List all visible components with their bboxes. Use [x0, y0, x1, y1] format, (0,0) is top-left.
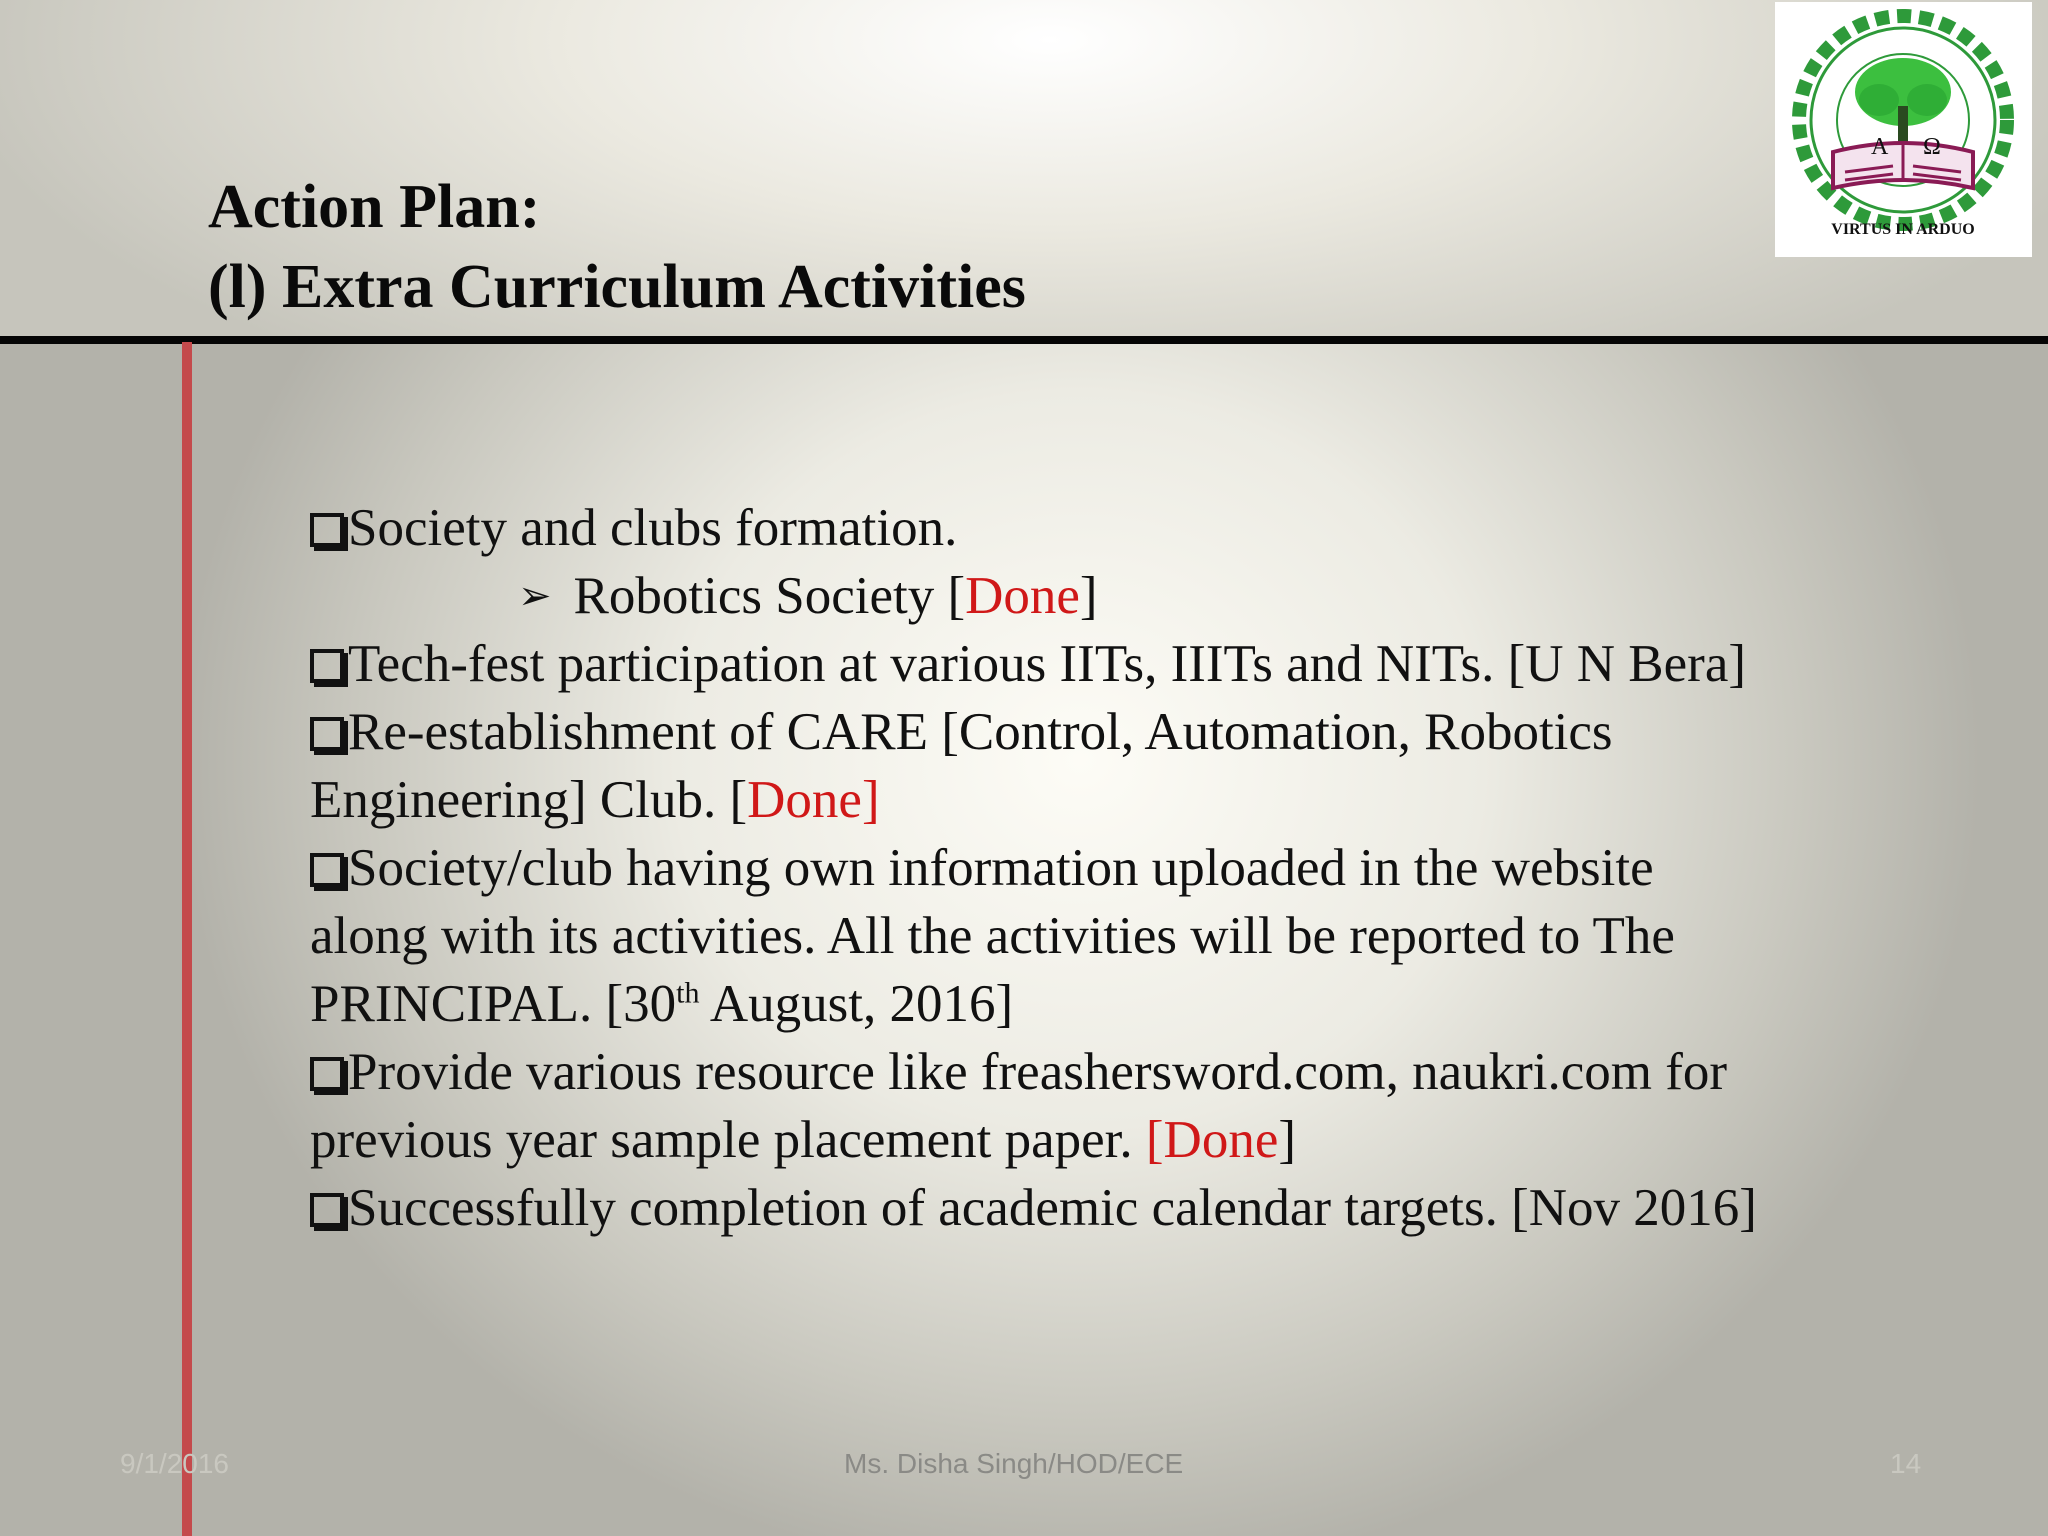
list-item: Society and clubs formation.: [310, 494, 1890, 562]
slide-title-line1: Action Plan:: [208, 173, 541, 241]
checkbox-bullet-icon: [310, 649, 344, 683]
institute-logo: [1775, 2, 2032, 257]
list-subitem: ➢ Robotics Society [Done]: [310, 562, 1890, 630]
checkbox-bullet-icon: [310, 853, 344, 887]
arrow-bullet-icon: ➢: [518, 573, 552, 618]
list-item: Successfully completion of academic calendar targets. [Nov 2016]: [310, 1174, 1890, 1242]
bullet-list: [310, 494, 1890, 1242]
list-item: Society/club having own information uploaded in the website along with its activities. All the activities will be reported to The PRINCIPAL. [30th August, 2016]: [310, 839, 1675, 1033]
status-done: Done: [965, 567, 1080, 625]
checkbox-bullet-icon: [310, 1057, 344, 1091]
list-item: Re-establishment of CARE [Control, Automation, Robotics Engineering] Club. [Done]: [310, 703, 1613, 829]
list-item: Provide various resource like freashersword.com, naukri.com for previous year sample placement paper. [Done]: [310, 1043, 1728, 1169]
logo-motto: VIRTUS IN ARDUO: [1831, 221, 1975, 238]
status-done: [Done: [1145, 1111, 1279, 1169]
checkbox-bullet-icon: [310, 717, 344, 751]
slide-title-line2: (l) Extra Curriculum Activities: [208, 253, 1026, 321]
logo-omega: Ω: [1923, 134, 1941, 160]
footer-date: 9/1/2016: [120, 1448, 229, 1479]
logo-alpha: A: [1871, 134, 1889, 160]
checkbox-bullet-icon: [310, 1193, 344, 1227]
status-done: Done]: [747, 771, 880, 829]
footer-author: Ms. Disha Singh/HOD/ECE: [844, 1448, 1184, 1479]
left-accent-bar: [182, 342, 192, 1536]
header-divider: [0, 336, 2048, 344]
institute-logo-graphic: [1775, 2, 2032, 257]
list-item: Tech-fest participation at various IITs, IIITs and NITs. [U N Bera]: [310, 630, 1890, 698]
footer-page-number: 14: [1890, 1448, 1922, 1479]
checkbox-bullet-icon: [310, 513, 344, 547]
